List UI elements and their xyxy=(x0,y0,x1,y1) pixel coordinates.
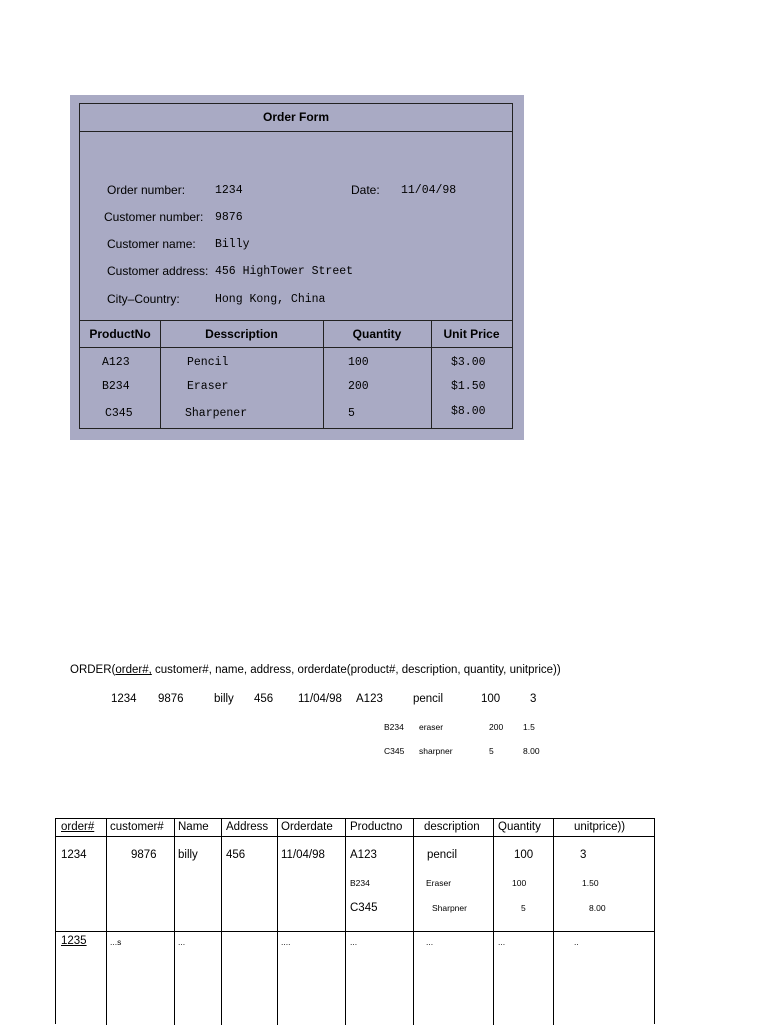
table-divider xyxy=(106,819,107,1025)
column-header-unit-price: Unit Price xyxy=(431,321,512,348)
column-header-productno: Productno xyxy=(350,821,403,833)
city-country-value: Hong Kong, China xyxy=(215,293,326,306)
table-divider xyxy=(493,819,494,1025)
table-cell: C345 xyxy=(350,902,378,914)
order-form-image xyxy=(70,95,524,440)
table-cell: 100 xyxy=(512,878,527,888)
column-header-description: Desscription xyxy=(160,321,323,348)
unnormalized-table xyxy=(55,818,655,1024)
table-divider xyxy=(431,321,432,429)
table-cell: 1235 xyxy=(61,935,87,947)
description-cell: Eraser xyxy=(187,380,229,393)
relation-value: 456 xyxy=(254,693,274,705)
table-divider xyxy=(413,819,414,1025)
order-form-title: Order Form xyxy=(80,104,512,132)
table-cell: 5 xyxy=(521,903,526,913)
table-cell: A123 xyxy=(350,849,377,861)
relation-value: 3 xyxy=(530,693,537,705)
description-cell: Sharpener xyxy=(185,407,248,420)
table-cell: ... xyxy=(178,937,186,947)
table-divider xyxy=(221,819,222,1025)
table-divider xyxy=(277,819,278,1025)
table-cell: Eraser xyxy=(426,878,452,888)
table-divider xyxy=(323,321,324,429)
column-header-name: Name xyxy=(178,821,209,833)
relation-value: 5 xyxy=(489,746,494,756)
customer-name-value: Billy xyxy=(215,238,250,251)
quantity-cell: 100 xyxy=(348,356,369,369)
relation-value: 11/04/98 xyxy=(298,693,342,705)
date-label: Date: xyxy=(351,183,380,197)
relation-value: 100 xyxy=(481,693,501,705)
table-cell: ...s xyxy=(110,937,122,947)
table-cell: ... xyxy=(426,937,434,947)
table-cell: 1.50 xyxy=(582,878,599,888)
column-header-customer: customer# xyxy=(110,821,164,833)
relation-value: C345 xyxy=(384,746,405,756)
relation-value: eraser xyxy=(419,722,444,732)
product-cell: B234 xyxy=(102,380,130,393)
table-cell: .... xyxy=(281,937,291,947)
table-divider xyxy=(174,819,175,1025)
table-cell: B234 xyxy=(350,878,370,888)
relation-key: order#, xyxy=(115,664,152,676)
table-divider xyxy=(345,819,346,1025)
unit-price-cell: $3.00 xyxy=(451,356,486,369)
column-header-order: order# xyxy=(61,821,95,833)
column-header-productno: ProductNo xyxy=(80,321,160,348)
table-cell: .. xyxy=(574,937,579,947)
relation-value: B234 xyxy=(384,722,404,732)
table-divider xyxy=(553,819,554,1025)
column-header-quantity: Quantity xyxy=(498,821,541,833)
order-number-label: Order number: xyxy=(107,183,186,197)
unit-price-cell: $1.50 xyxy=(451,380,486,393)
relation-schema xyxy=(70,664,561,676)
relation-prefix: ORDER( xyxy=(70,664,116,676)
table-divider xyxy=(56,836,654,837)
relation-value: 1.5 xyxy=(523,722,535,732)
relation-value: 200 xyxy=(489,722,504,732)
column-header-orderdate: Orderdate xyxy=(281,821,333,833)
product-cell: A123 xyxy=(102,356,130,369)
table-divider xyxy=(56,931,654,932)
table-cell: 100 xyxy=(514,849,534,861)
relation-value: pencil xyxy=(413,693,444,705)
table-cell: 456 xyxy=(226,849,246,861)
date-value: 11/04/98 xyxy=(401,184,457,197)
quantity-cell: 200 xyxy=(348,380,369,393)
order-form-frame xyxy=(79,103,513,429)
relation-value: A123 xyxy=(356,693,383,705)
table-cell: ... xyxy=(350,937,358,947)
customer-address-label: Customer address: xyxy=(107,264,209,278)
column-header-unitprice: unitprice)) xyxy=(574,821,626,833)
customer-address-value: 456 HighTower Street xyxy=(215,265,354,278)
customer-number-label: Customer number: xyxy=(104,210,204,224)
table-cell: 3 xyxy=(580,849,587,861)
table-divider xyxy=(160,321,161,429)
relation-attributes: customer#, name, address, orderdate(product#, description, quantity, unitprice)) xyxy=(151,664,561,676)
column-header-quantity: Quantity xyxy=(323,321,431,348)
relation-value: 9876 xyxy=(158,693,184,705)
column-header-address: Address xyxy=(226,821,269,833)
table-cell: 11/04/98 xyxy=(281,849,325,861)
relation-value: 1234 xyxy=(111,693,137,705)
relation-value: 8.00 xyxy=(523,746,540,756)
table-cell: Sharpner xyxy=(432,903,467,913)
relation-value: billy xyxy=(214,693,234,705)
product-cell: C345 xyxy=(105,407,133,420)
column-header-description: description xyxy=(424,821,480,833)
order-number-value: 1234 xyxy=(215,184,243,197)
customer-number-value: 9876 xyxy=(215,211,243,224)
description-cell: Pencil xyxy=(187,356,229,369)
table-cell: billy xyxy=(178,849,198,861)
table-cell: 1234 xyxy=(61,849,87,861)
table-cell: 8.00 xyxy=(589,903,606,913)
order-form-product-table xyxy=(80,320,512,429)
table-cell: ... xyxy=(498,937,506,947)
customer-name-label: Customer name: xyxy=(107,237,196,251)
city-country-label: City–Country: xyxy=(107,292,180,306)
table-cell: 9876 xyxy=(131,849,157,861)
relation-value: sharpner xyxy=(419,746,453,756)
table-cell: pencil xyxy=(427,849,458,861)
quantity-cell: 5 xyxy=(348,407,355,420)
unit-price-cell: $8.00 xyxy=(451,405,486,418)
